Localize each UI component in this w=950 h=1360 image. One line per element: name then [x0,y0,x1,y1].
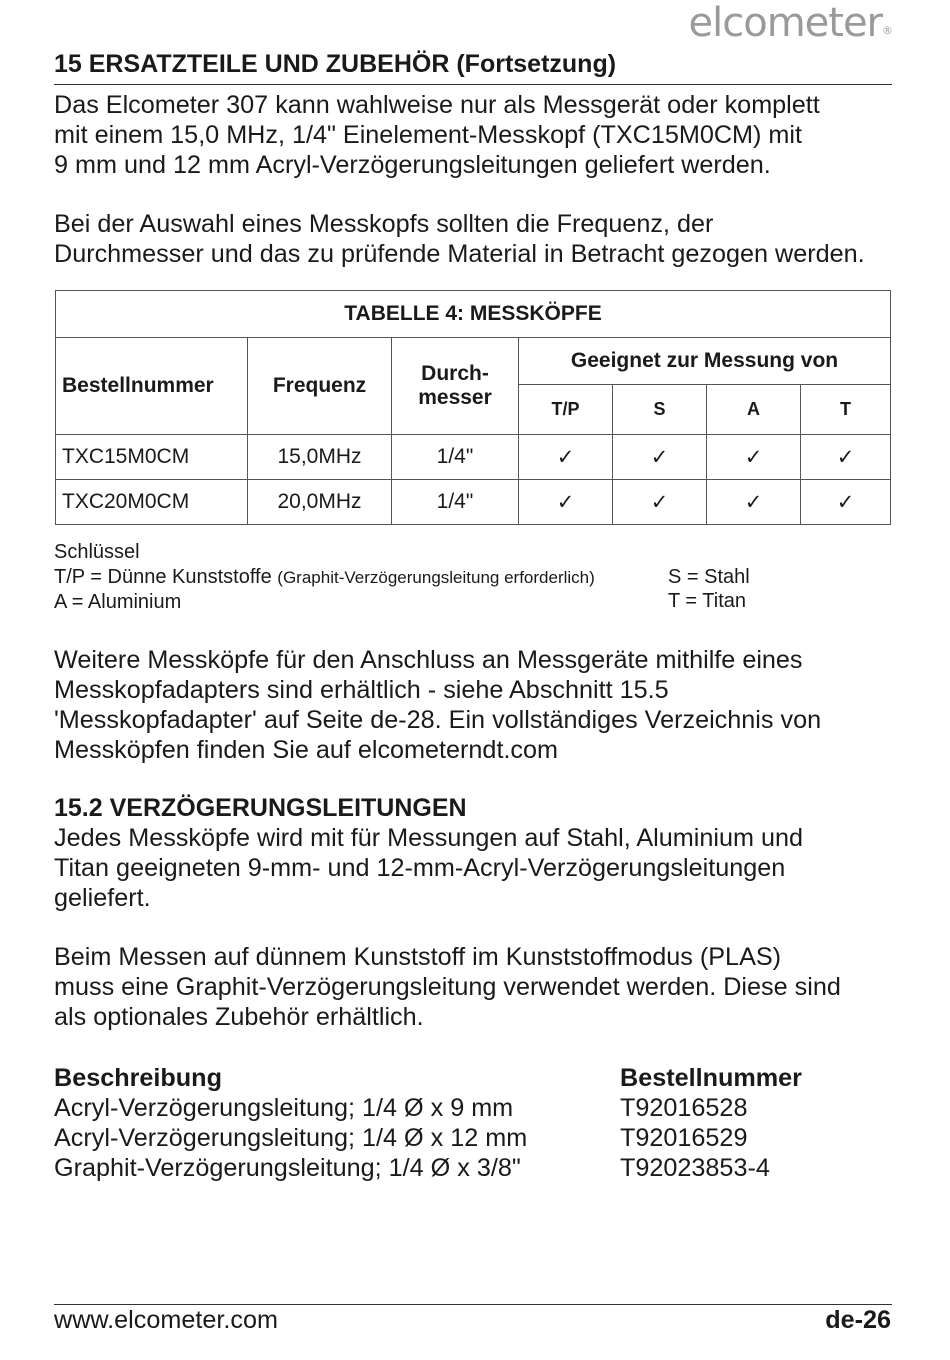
parts-header [54,1063,802,1093]
cell-freq: 20,0MHz [248,480,392,525]
cell-freq: 15,0MHz [248,435,392,480]
check-icon: ✓ [707,435,801,480]
part-description: Graphit-Verzögerungsleitung; 1/4 Ø x 3/8" [54,1154,521,1182]
footer-rule [54,1304,892,1305]
check-icon: ✓ [801,480,891,525]
intro-line: Das Elcometer 307 kann wahlweise nur als Messgerät oder komplett [54,91,820,119]
cell-diam: 1/4" [392,480,519,525]
key-s: S = Stahl [668,565,750,588]
list-item [54,1153,770,1183]
intro-paragraph [54,90,820,180]
plas-line: als optionales Zubehör erhältlich. [54,1003,424,1031]
section-heading: 15.2 VERZÖGERUNGSLEITUNGEN [54,794,467,822]
col-s: S [613,385,707,435]
selection-line: Bei der Auswahl eines Messkopfs sollten die Frequenz, der [54,210,714,238]
key-tp-label: T/P = Dünne Kunststoffe [54,565,272,588]
part-description: Acryl-Verzögerungsleitung; 1/4 Ø x 9 mm [54,1094,514,1122]
list-item [54,1123,748,1153]
col-diameter [392,338,519,435]
col-suitable-group: Geeignet zur Messung von [519,338,891,385]
col-order-number: Bestellnummer [56,338,248,435]
elcometer-logo [689,0,893,46]
cell-code: TXC15M0CM [56,435,248,480]
col-tp: T/P [519,385,613,435]
plas-line: muss eine Graphit-Verzögerungsleitung verwendet werden. Diese sind [54,973,841,1001]
selection-line: Durchmesser und das zu prüfende Material in Betracht gezogen werden. [54,240,865,268]
list-item [54,1093,748,1123]
footer-url[interactable]: www.elcometer.com [54,1306,278,1334]
page-heading: 15 ERSATZTEILE UND ZUBEHÖR (Fortsetzung) [54,50,617,78]
key-tp-note: (Graphit-Verzögerungsleitung erforderlich) [277,567,595,587]
col-diameter-line1: Durch- [421,362,489,385]
registered-mark: ® [882,24,892,37]
part-code: T92016529 [620,1124,748,1152]
cell-code: TXC20M0CM [56,480,248,525]
key-title: Schlüssel [54,541,140,563]
col-frequency: Frequenz [248,338,392,435]
col-diameter-line2: messer [418,386,492,409]
key-t: T = Titan [668,590,747,612]
more-line: Weitere Messköpfe für den Anschluss an Messgeräte mithilfe eines [54,646,803,674]
col-t: T [801,385,891,435]
check-icon: ✓ [613,480,707,525]
part-description: Acryl-Verzögerungsleitung; 1/4 Ø x 12 mm [54,1124,528,1152]
intro-line: mit einem 15,0 MHz, 1/4" Einelement-Messkopf (TXC15M0CM) mit [54,121,802,149]
plas-paragraph [54,942,841,1032]
part-code: T92023853-4 [620,1154,770,1182]
table-key-right [668,565,750,614]
delay-line: Titan geeigneten 9-mm- und 12-mm-Acryl-Verzögerungsleitungen [54,854,786,882]
table-key [54,540,595,615]
page-number: de-26 [825,1306,891,1334]
delay-paragraph [54,823,803,913]
probe-table [55,290,891,525]
table-caption: TABELLE 4: MESSKÖPFE [56,291,891,338]
key-a: A = Aluminium [54,591,182,613]
selection-paragraph [54,209,865,269]
more-line: Messkopfadapters sind erhältlich - siehe Abschnitt 15.5 [54,676,669,704]
intro-line: 9 mm und 12 mm Acryl-Verzögerungsleitungen geliefert werden. [54,151,771,179]
table-row [56,435,891,480]
check-icon: ✓ [801,435,891,480]
parts-col-description: Beschreibung [54,1064,222,1092]
delay-line: geliefert. [54,884,151,912]
parts-col-order: Bestellnummer [620,1064,802,1092]
check-icon: ✓ [707,480,801,525]
parts-list [54,1063,802,1183]
logo-text: elcometer [688,0,882,46]
key-tp [54,565,595,591]
plas-line: Beim Messen auf dünnem Kunststoff im Kunststoffmodus (PLAS) [54,943,782,971]
col-a: A [707,385,801,435]
more-probes-paragraph [54,645,821,765]
part-code: T92016528 [620,1094,748,1122]
heading-rule [54,84,892,85]
delay-line: Jedes Messköpfe wird mit für Messungen auf Stahl, Aluminium und [54,824,803,852]
more-line: Messköpfen finden Sie auf elcometerndt.com [54,736,559,764]
table-row [56,480,891,525]
check-icon: ✓ [519,435,613,480]
more-line: 'Messkopfadapter' auf Seite de-28. Ein vollständiges Verzeichnis von [54,706,822,734]
check-icon: ✓ [519,480,613,525]
check-icon: ✓ [613,435,707,480]
cell-diam: 1/4" [392,435,519,480]
